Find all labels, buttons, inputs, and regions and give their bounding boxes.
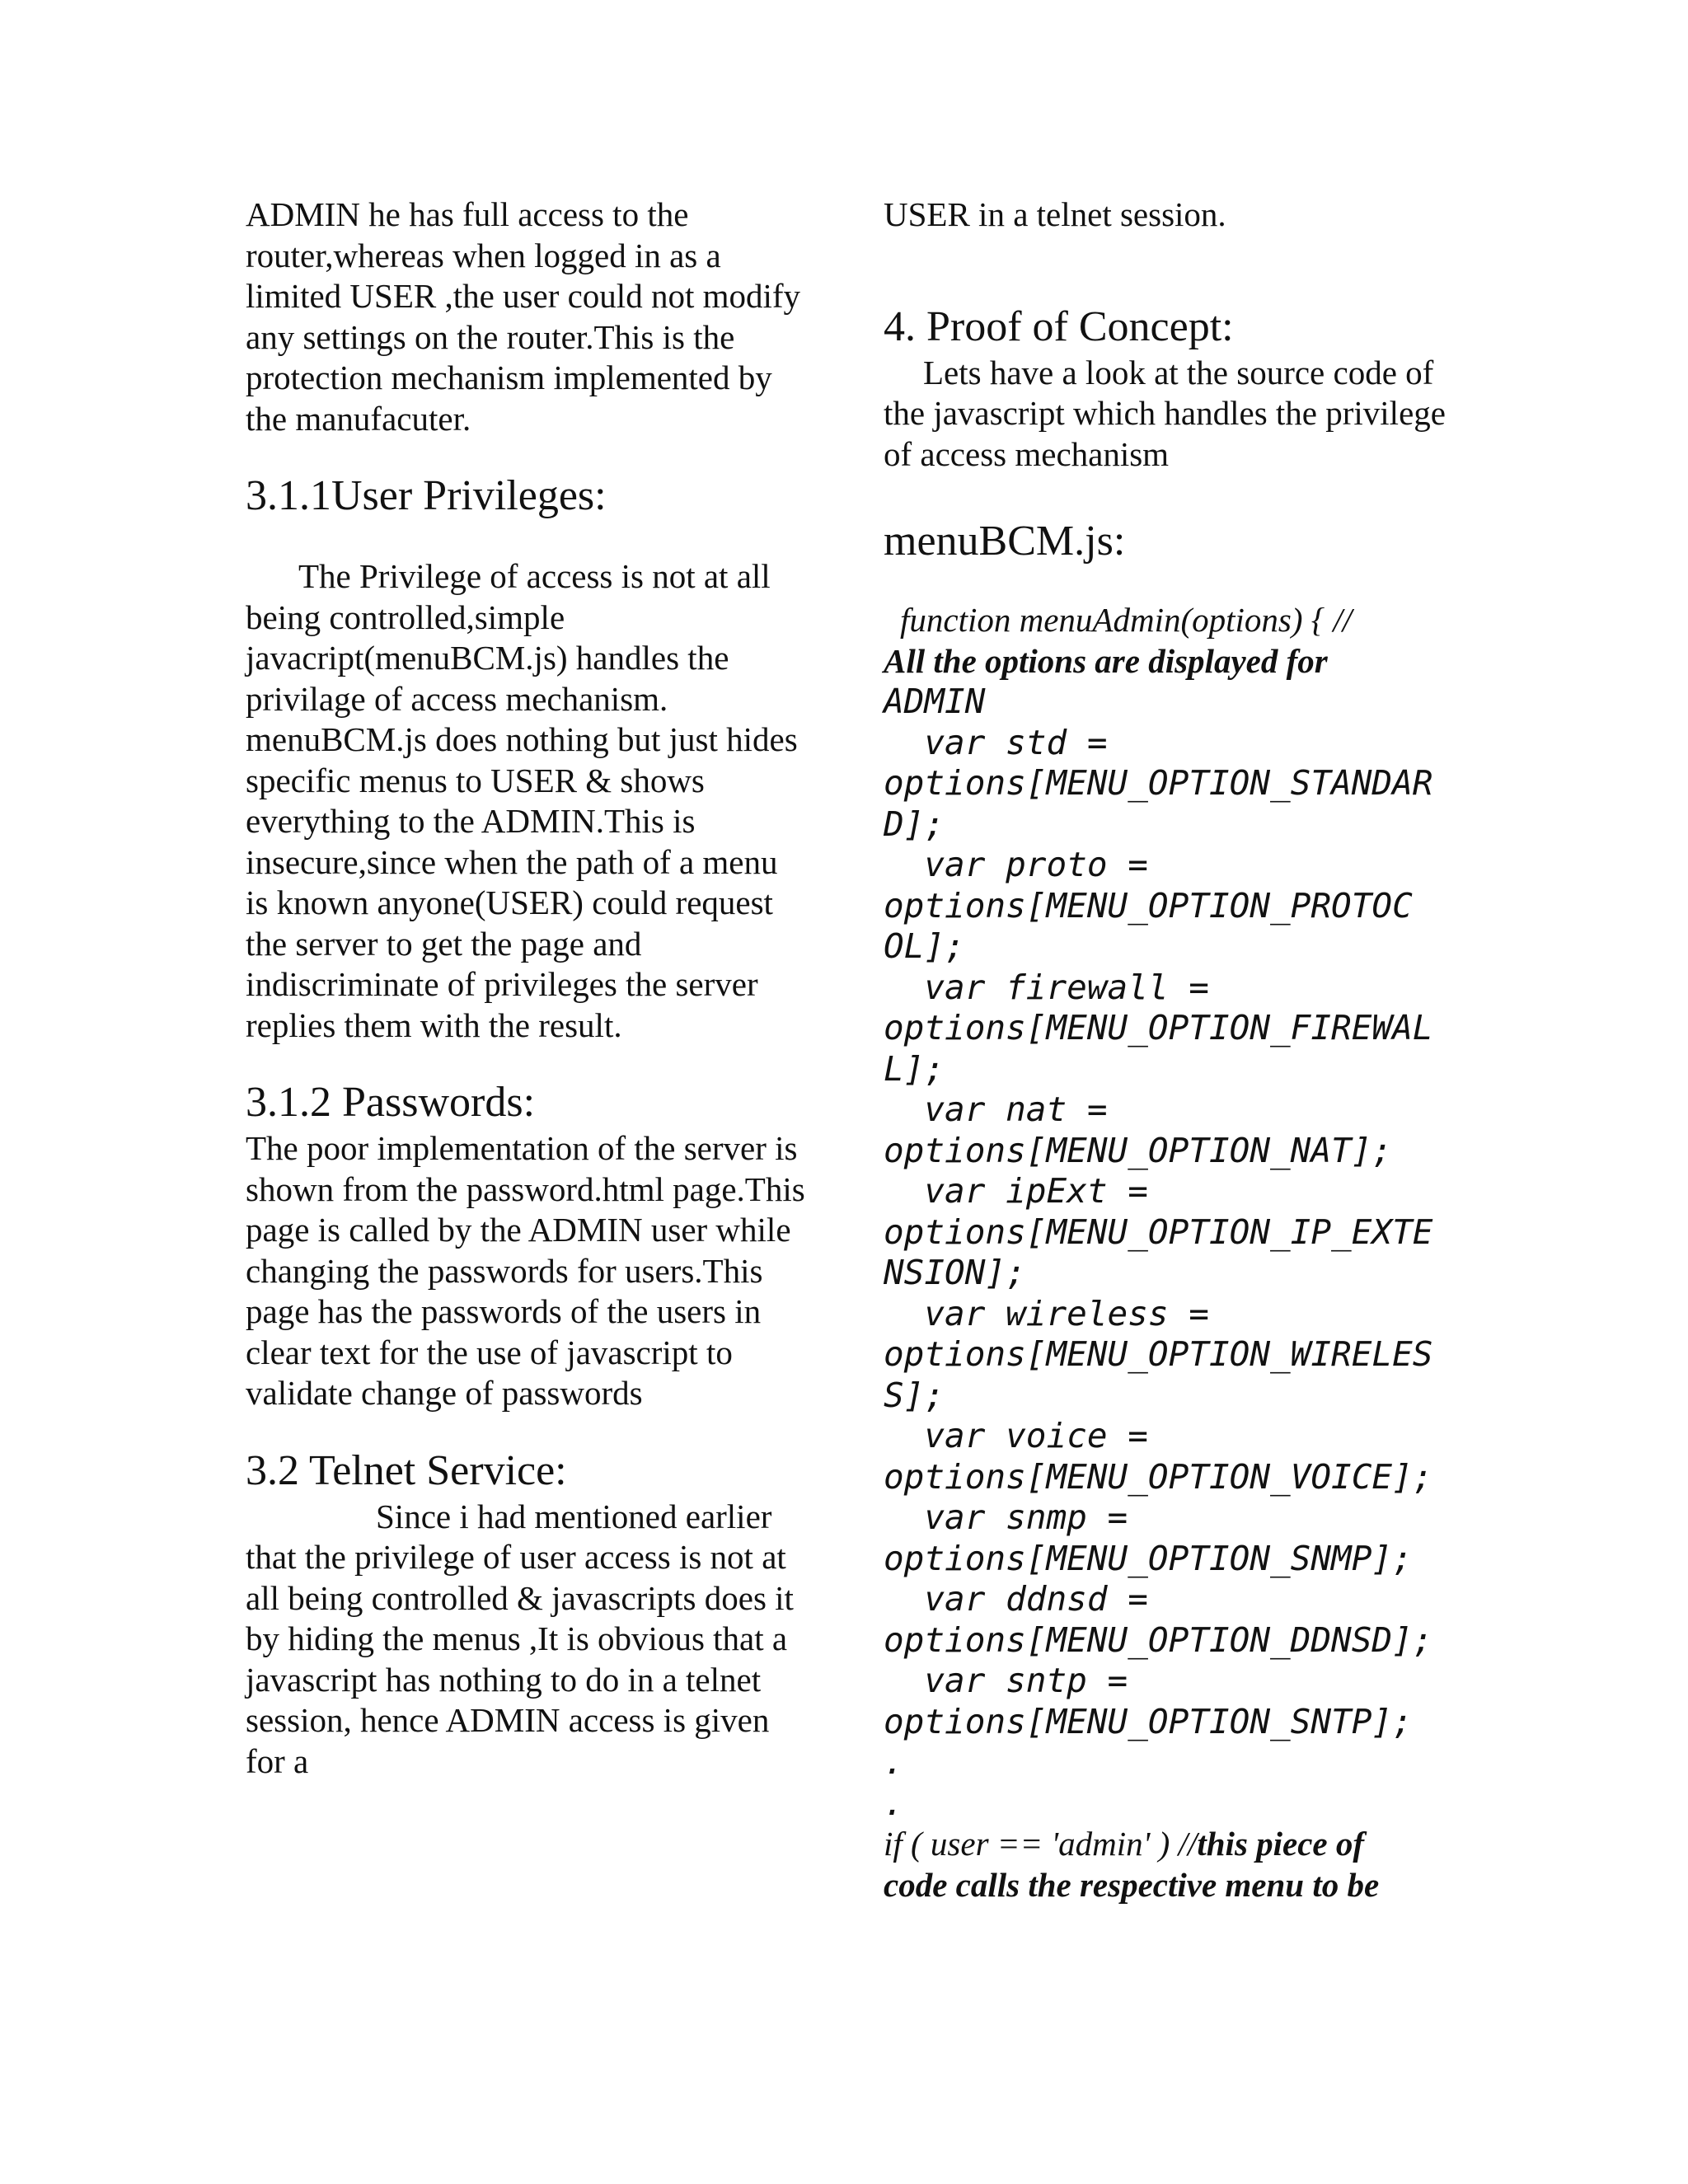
code-line: var std =	[884, 722, 1108, 762]
code-listing	[884, 600, 1452, 1905]
proof-of-concept-paragraph: Lets have a look at the source code of the javascript which handles the privilege of access mechanism	[884, 353, 1446, 473]
code-line: options[MENU_OPTION_VOICE];	[884, 1456, 1433, 1497]
heading-telnet-service: 3.2 Telnet Service:	[246, 1446, 567, 1494]
heading-passwords: 3.1.2 Passwords:	[246, 1079, 536, 1126]
code-line: options[MENU_OPTION_IP_EXTE	[884, 1212, 1433, 1252]
code-line: options[MENU_OPTION_DDNSD];	[884, 1619, 1433, 1660]
code-line: options[MENU_OPTION_PROTOC	[884, 885, 1413, 926]
intro-paragraph: ADMIN he has full access to the router,whereas when logged in as a limited USER ,the user could not modify any settings on the router.This is the protection mechanism implemented by the manufacuter.	[246, 195, 801, 438]
code-line: var snmp =	[884, 1497, 1128, 1537]
code-if-statement: if ( user == 'admin' ) //	[884, 1825, 1198, 1863]
heading-user-privileges: 3.1.1User Privileges:	[246, 472, 607, 519]
code-line: options[MENU_OPTION_STANDAR	[884, 763, 1433, 803]
code-line: var ddnsd =	[884, 1579, 1148, 1619]
code-line: .	[884, 1742, 904, 1782]
heading-menubcm: menuBCM.js:	[884, 518, 1126, 565]
code-line: var voice =	[884, 1416, 1148, 1455]
code-line: L];	[884, 1048, 945, 1089]
code-comment: All the options are displayed for	[884, 641, 1328, 680]
heading-proof-of-concept: 4. Proof of Concept:	[884, 302, 1234, 350]
passwords-paragraph: The poor implementation of the server is shown from the password.html page.This page is called by the ADMIN user while changing the passwords for users.This page has the passwords of the users in clear text for the use of javascript to validate change of passwords	[246, 1129, 805, 1412]
code-line: var nat =	[884, 1090, 1108, 1129]
code-body	[884, 682, 1452, 1824]
code-line: var wireless =	[884, 1293, 1209, 1333]
code-comment: this piece of	[1197, 1825, 1365, 1863]
code-line: OL];	[884, 926, 965, 966]
user-privileges-paragraph: The Privilege of access is not at all being controlled,simple javacript(menuBCM.js) handles the privilage of access mechanism. menuBCM.js does nothing but just hides specific menus to USER & shows everything to the ADMIN.This is insecure,since when the path of a menu is known anyone(USER) could request the server to get the page and indiscriminate of privileges the server replies them with the result.	[246, 557, 798, 1044]
code-line: NSION];	[884, 1253, 1026, 1292]
code-line: D];	[884, 804, 945, 844]
telnet-paragraph: Since i had mentioned earlier that the privilege of user access is not at all being controlled & javascripts does it by hiding the menus ,It is obvious that a javascript has nothing to do in a telnet session, hence ADMIN access is given for a	[246, 1497, 794, 1780]
code-line: options[MENU_OPTION_SNTP];	[884, 1701, 1413, 1741]
code-line: ADMIN	[884, 682, 986, 721]
code-line: var proto =	[884, 845, 1148, 884]
code-line: .	[884, 1783, 904, 1823]
code-function-line: function menuAdmin(options) { //	[900, 601, 1353, 639]
code-comment: code calls the respective menu to be	[884, 1865, 1380, 1904]
code-line: var sntp =	[884, 1661, 1128, 1700]
left-column	[246, 194, 806, 1782]
code-line: S];	[884, 1375, 945, 1415]
code-line: options[MENU_OPTION_NAT];	[884, 1130, 1393, 1170]
code-line: options[MENU_OPTION_FIREWAL	[884, 1008, 1433, 1047]
right-column	[884, 194, 1452, 1905]
code-line: options[MENU_OPTION_WIRELES	[884, 1334, 1433, 1374]
continued-paragraph: USER in a telnet session.	[884, 195, 1226, 233]
code-line: var ipExt =	[884, 1171, 1148, 1211]
code-if-line	[884, 1824, 1452, 1865]
code-line: var firewall =	[884, 967, 1209, 1007]
code-line: options[MENU_OPTION_SNMP];	[884, 1538, 1413, 1578]
